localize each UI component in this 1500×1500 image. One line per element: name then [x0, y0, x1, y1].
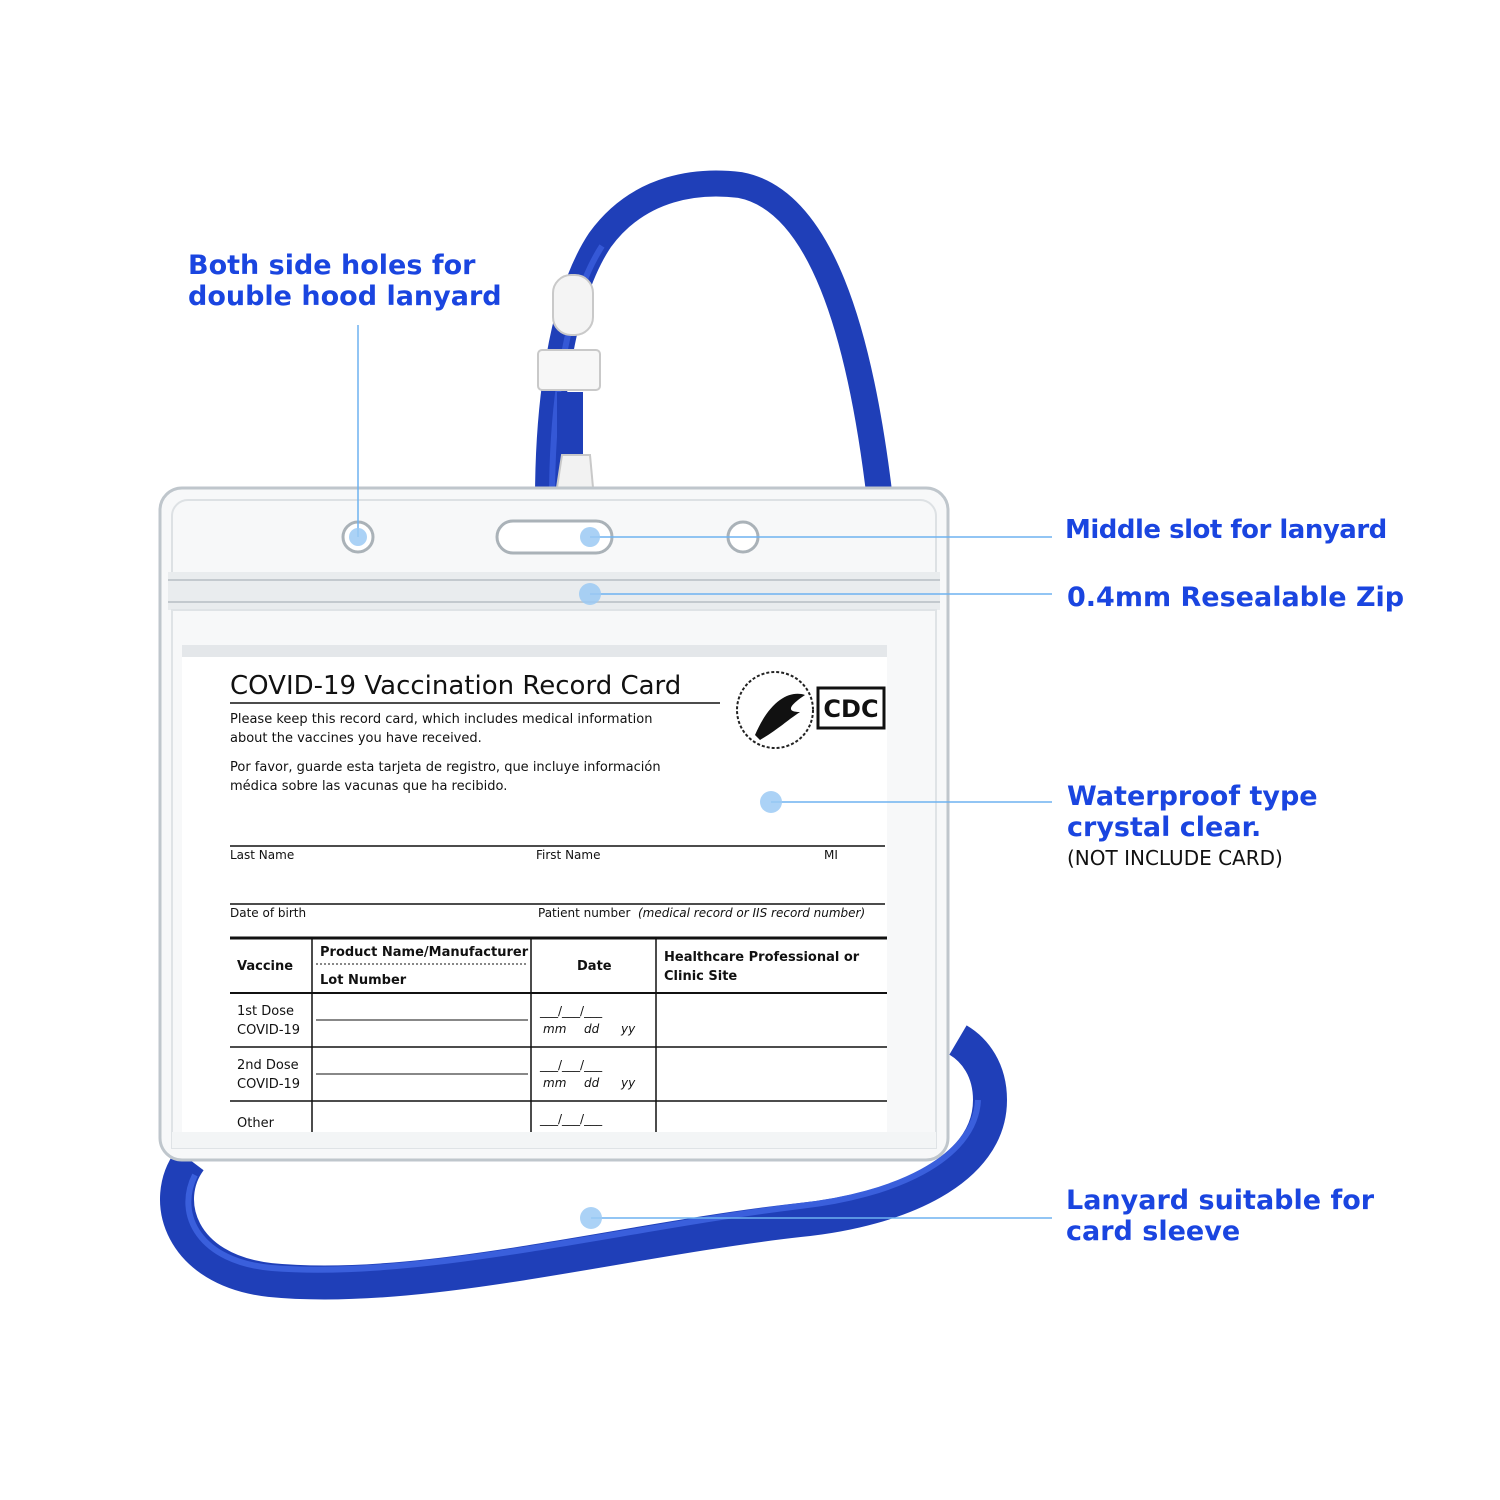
- row1-date: ___/___/___: [540, 1004, 603, 1018]
- row2-yy: yy: [621, 1076, 636, 1090]
- row3-dose: Other: [237, 1116, 274, 1131]
- lanyard-upper-strap: [548, 184, 880, 500]
- row1-vaccine: COVID-19: [237, 1023, 301, 1038]
- card-intro-es-2: médica sobre las vacunas que ha recibido.: [230, 779, 508, 794]
- callout-waterproof-line2: crystal clear.: [1067, 812, 1262, 844]
- row2-dd: dd: [584, 1076, 600, 1090]
- row1-dd: dd: [584, 1022, 600, 1036]
- card-intro-en-1: Please keep this record card, which includes medical information: [230, 712, 653, 727]
- col-date: Date: [577, 959, 612, 974]
- card-intro-en-2: about the vaccines you have received.: [230, 731, 482, 746]
- callout-side-holes-line1: Both side holes for: [188, 250, 476, 281]
- callout-zip-line1: 0.4mm Resealable Zip: [1067, 582, 1405, 613]
- callout-waterproof-note: (NOT INCLUDE CARD): [1067, 846, 1283, 871]
- row1-dose: 1st Dose: [237, 1004, 295, 1019]
- row2-mm: mm: [543, 1076, 567, 1090]
- field-patient-number-note: (medical record or IIS record number): [638, 906, 866, 920]
- callout-middle-slot-line1: Middle slot for lanyard: [1065, 515, 1387, 545]
- field-dob: Date of birth: [230, 906, 307, 920]
- card-title: COVID-19 Vaccination Record Card: [230, 671, 682, 701]
- row2-vaccine: COVID-19: [237, 1077, 301, 1092]
- row2-date: ___/___/___: [540, 1058, 603, 1072]
- row1-yy: yy: [621, 1022, 636, 1036]
- callout-waterproof: [1067, 781, 1318, 870]
- lanyard-slider: [538, 350, 600, 390]
- callout-zip: [1067, 582, 1404, 613]
- resealable-zip: [168, 572, 940, 610]
- col-site-2: Clinic Site: [664, 969, 738, 984]
- row3-date: ___/___/___: [540, 1112, 603, 1126]
- callout-side-holes: [188, 250, 502, 312]
- callout-side-holes-line2: double hood lanyard: [188, 281, 502, 313]
- col-vaccine: Vaccine: [237, 959, 294, 974]
- col-lot: Lot Number: [320, 973, 407, 988]
- col-site-1: Healthcare Professional or: [664, 950, 860, 965]
- callout-lanyard: [1066, 1185, 1374, 1247]
- callout-waterproof-line1: Waterproof type: [1067, 781, 1318, 812]
- row1-mm: mm: [543, 1022, 567, 1036]
- field-first-name: First Name: [536, 848, 601, 862]
- callout-middle-slot: [1065, 516, 1387, 546]
- field-patient-number: Patient number: [538, 906, 631, 920]
- field-mi: MI: [824, 848, 838, 862]
- col-product: Product Name/Manufacturer: [320, 945, 529, 960]
- row2-dose: 2nd Dose: [237, 1058, 299, 1073]
- field-last-name: Last Name: [230, 848, 295, 862]
- lanyard-buckle: [553, 275, 593, 335]
- callout-lanyard-line1: Lanyard suitable for: [1066, 1185, 1375, 1216]
- card-intro-es-1: Por favor, guarde esta tarjeta de registro, que incluye información: [230, 760, 661, 775]
- callout-lanyard-line2: card sleeve: [1066, 1216, 1241, 1248]
- cdc-logo-text: CDC: [823, 695, 879, 723]
